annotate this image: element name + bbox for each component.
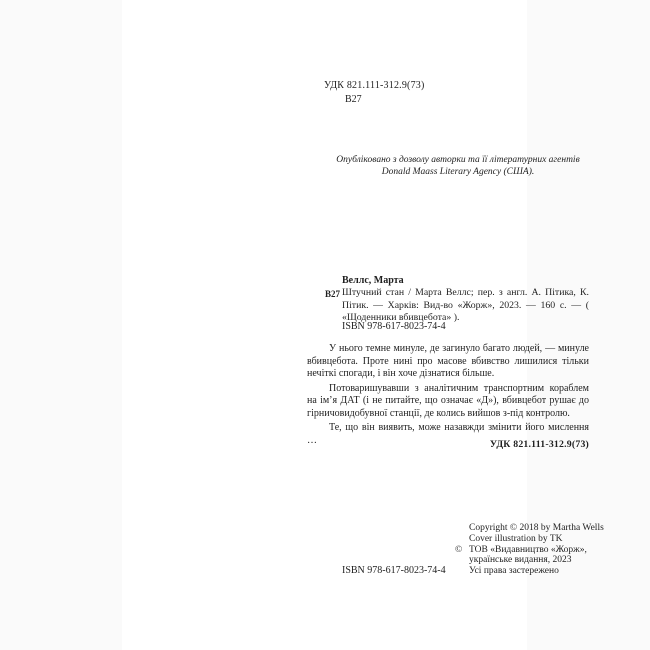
udc-code-top: УДК 821.111-312.9(73) xyxy=(324,80,425,91)
isbn-bottom: ISBN 978-617-8023-74-4 xyxy=(342,565,446,576)
license-note-line2: Donald Maass Literary Agency (США). xyxy=(381,167,535,177)
isbn-top: ISBN 978-617-8023-74-4 xyxy=(342,321,446,332)
annotation-block xyxy=(307,343,589,449)
book-page xyxy=(122,0,604,650)
credits-publisher-name: ТОВ «Видавництво «Жорж», xyxy=(469,544,587,555)
annotation-paragraph-2: Потоваришувавши з аналітичним транспортним кораблем на ім’я ДАТ (і не питайте, що означає «Д»), вбивцебот рушає до гірничовидобувної станції, де колись вийшов з-під контролю. xyxy=(307,382,589,420)
credits-copyright-english: Copyright © 2018 by Martha Wells xyxy=(469,523,604,533)
credits-publisher xyxy=(455,544,629,556)
credits-edition: українське видання, 2023 xyxy=(469,555,572,566)
license-note-line1: Опубліковано з дозволу авторки та її літературних агентів xyxy=(336,155,580,165)
catalog-author: Веллс, Марта xyxy=(342,275,404,286)
credits-cover-illustration: Cover illustration by TK xyxy=(469,533,563,544)
annotation-paragraph-1: У нього темне минуле, де загинуло багато людей, — минуле вбивцебота. Проте нині про масове вбивство лишилися тільки нечіткі спогади, і він хоче дізнатися більше. xyxy=(307,343,589,380)
annotation-paragraph-3: Те, що він виявить, може назавжди змінити його мислення … xyxy=(307,422,589,446)
copyright-sign: © xyxy=(455,544,463,555)
license-note xyxy=(312,154,604,178)
catalog-entry: Штучний стан / Марта Веллс; пер. з англ. А. Пітика, К. Пітик. — Харків: Вид-во «Жорж», 2023. — 160 с. — ( «Щоденники вбивцебота» ). xyxy=(342,287,589,324)
credits-rights-reserved: Усі права застережено xyxy=(469,566,559,577)
udc-code-bottom: УДК 821.111-312.9(73) xyxy=(489,439,589,450)
credits-block xyxy=(455,523,629,577)
catalog-index: В27 xyxy=(325,288,341,299)
author-mark-top: В27 xyxy=(345,94,362,105)
